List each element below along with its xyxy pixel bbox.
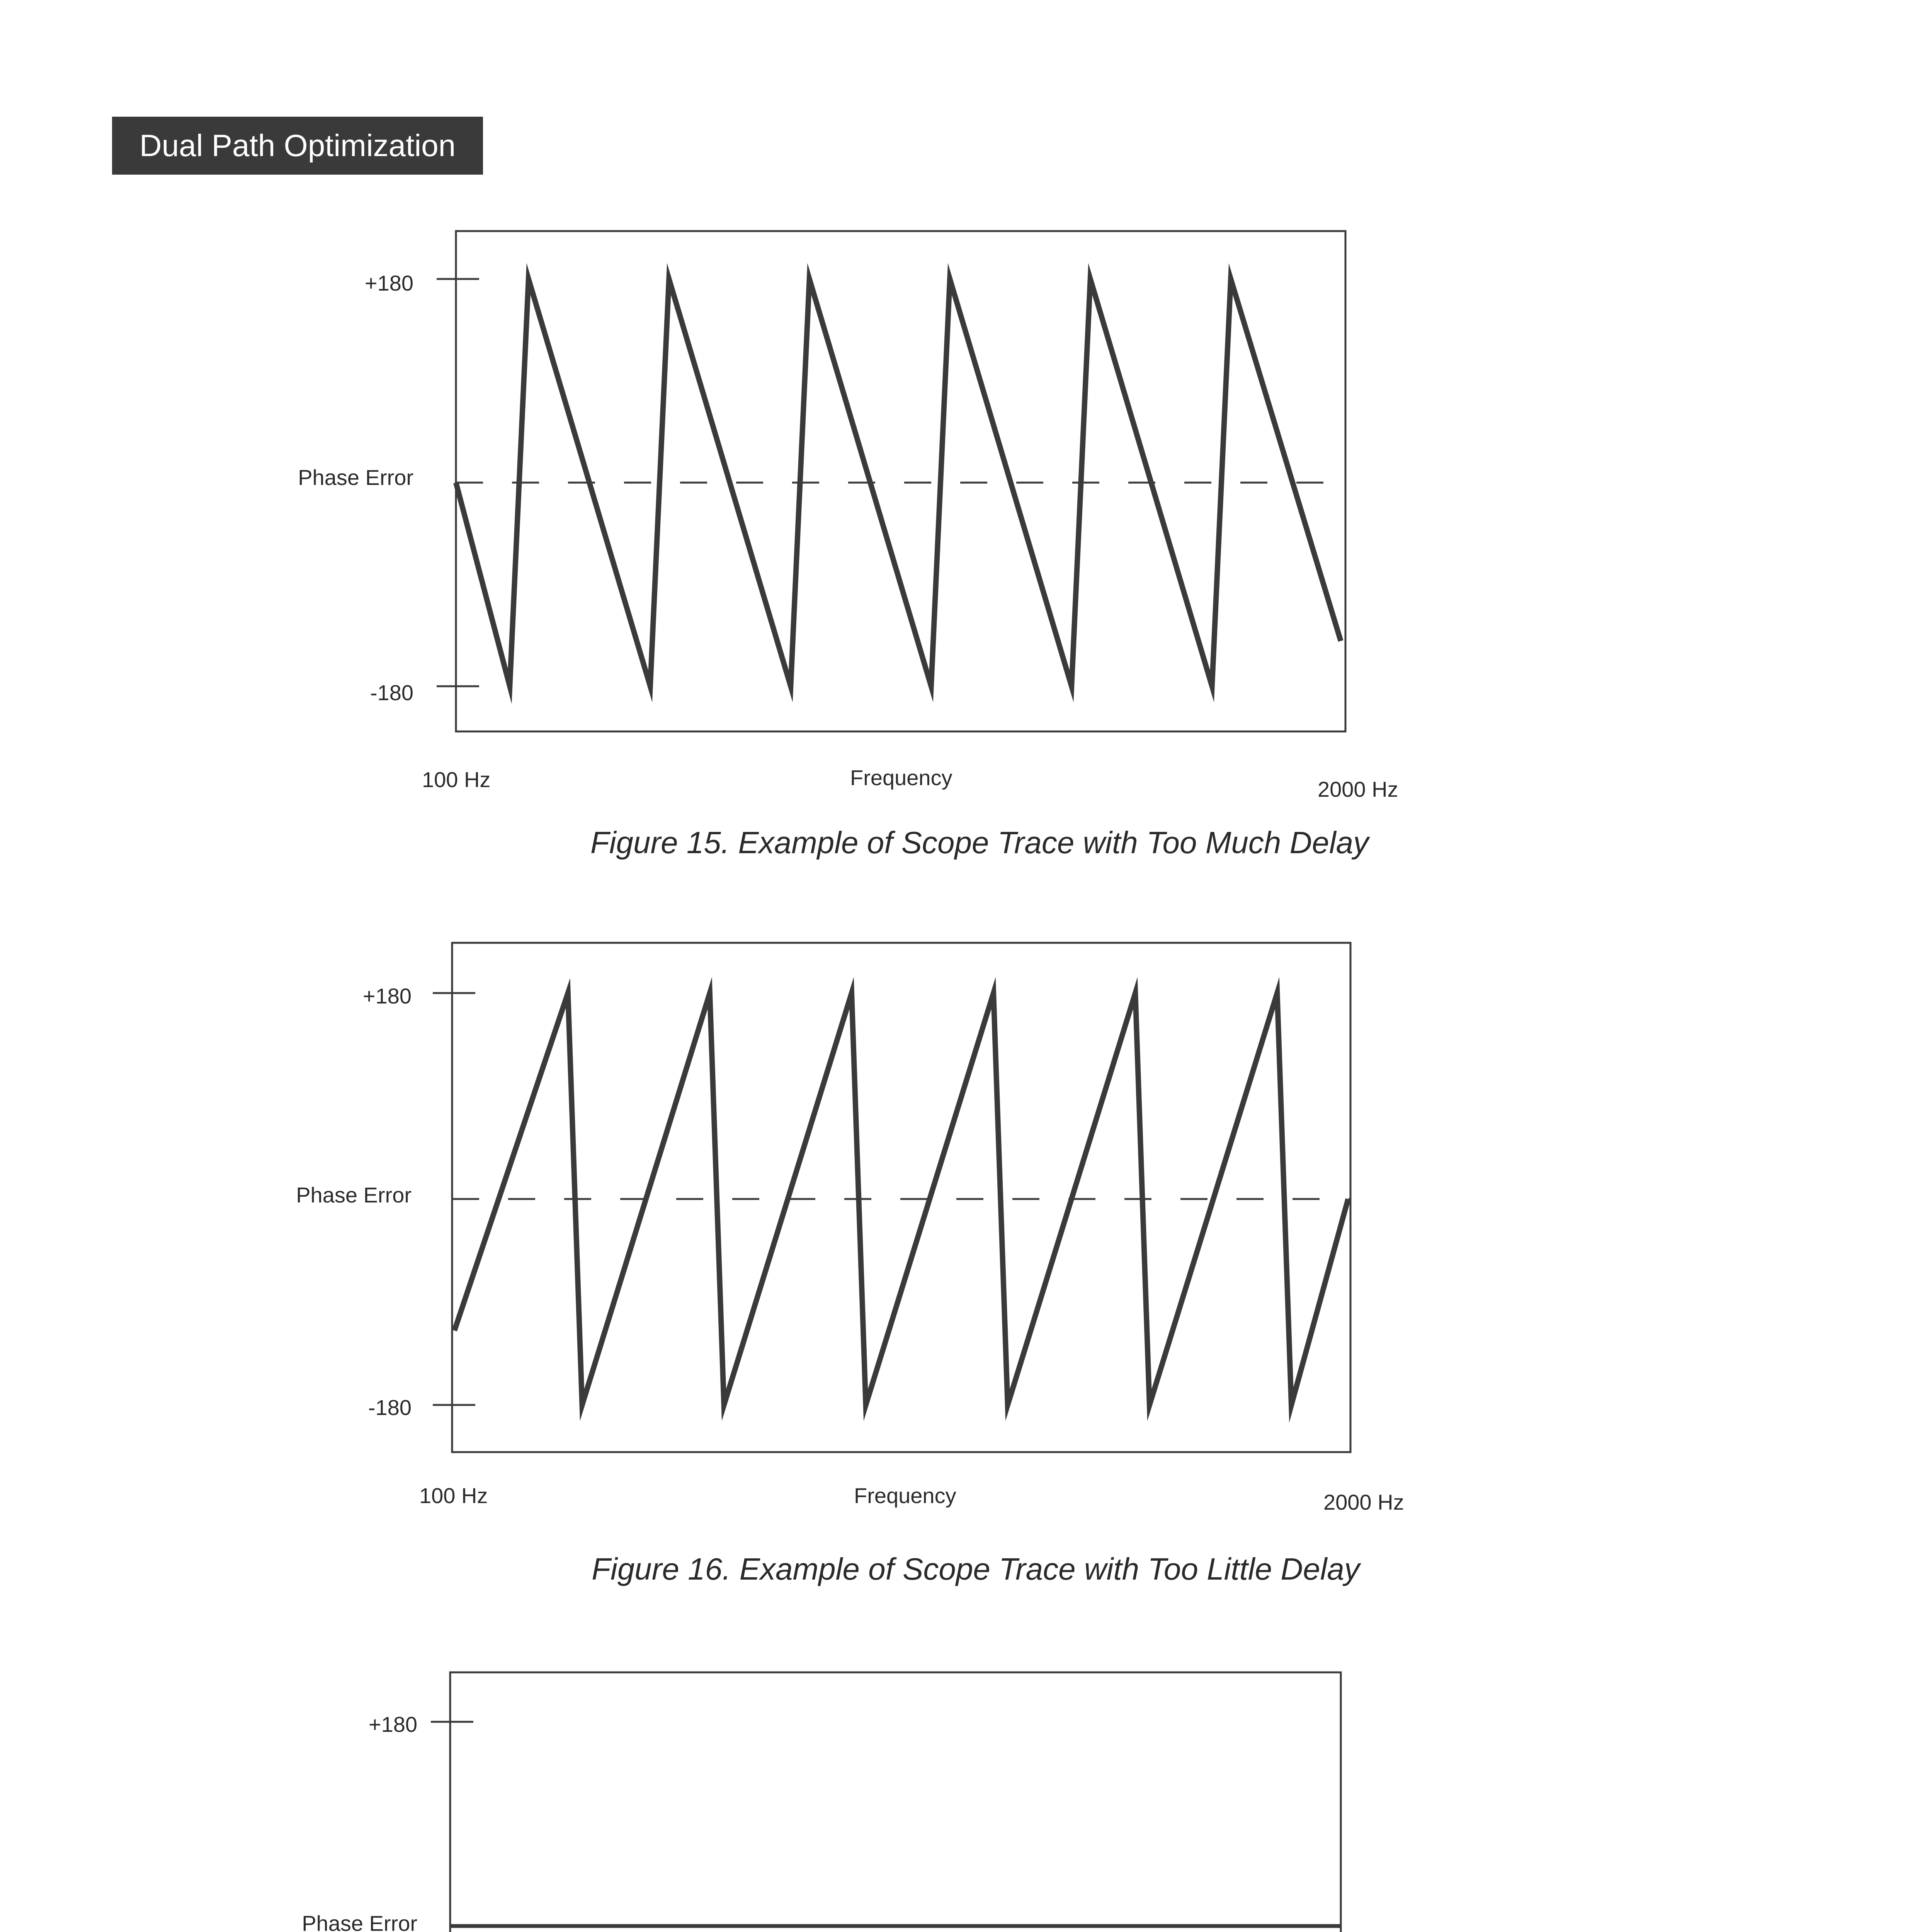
chart1-xlabel: Frequency xyxy=(850,765,952,790)
chart2-ylabel: Phase Error xyxy=(296,1183,412,1207)
chart2-xtick-left: 100 Hz xyxy=(419,1483,488,1508)
chart2-caption: Figure 16. Example of Scope Trace with Too Little Delay xyxy=(592,1552,1360,1586)
chart1-xtick-left: 100 Hz xyxy=(422,767,491,792)
section-header: Dual Path Optimization xyxy=(112,117,483,175)
chart1-ytick-bottom: -180 xyxy=(370,680,413,705)
chart1-ytick-top: +180 xyxy=(364,271,413,295)
chart3-frame xyxy=(450,1672,1341,1932)
chart2-ytick-bottom: -180 xyxy=(368,1395,412,1420)
chart2-ytick-top: +180 xyxy=(362,984,412,1008)
chart2-xtick-right: 2000 Hz xyxy=(1323,1490,1404,1514)
chart2-xlabel: Frequency xyxy=(854,1483,956,1508)
chart1-caption: Figure 15. Example of Scope Trace with Too Much Delay xyxy=(590,825,1369,860)
chart1-ylabel: Phase Error xyxy=(298,465,413,490)
chart3-ylabel: Phase Error xyxy=(302,1911,417,1932)
chart1-xtick-right: 2000 Hz xyxy=(1318,777,1398,801)
chart3-ytick-top: +180 xyxy=(368,1712,417,1736)
